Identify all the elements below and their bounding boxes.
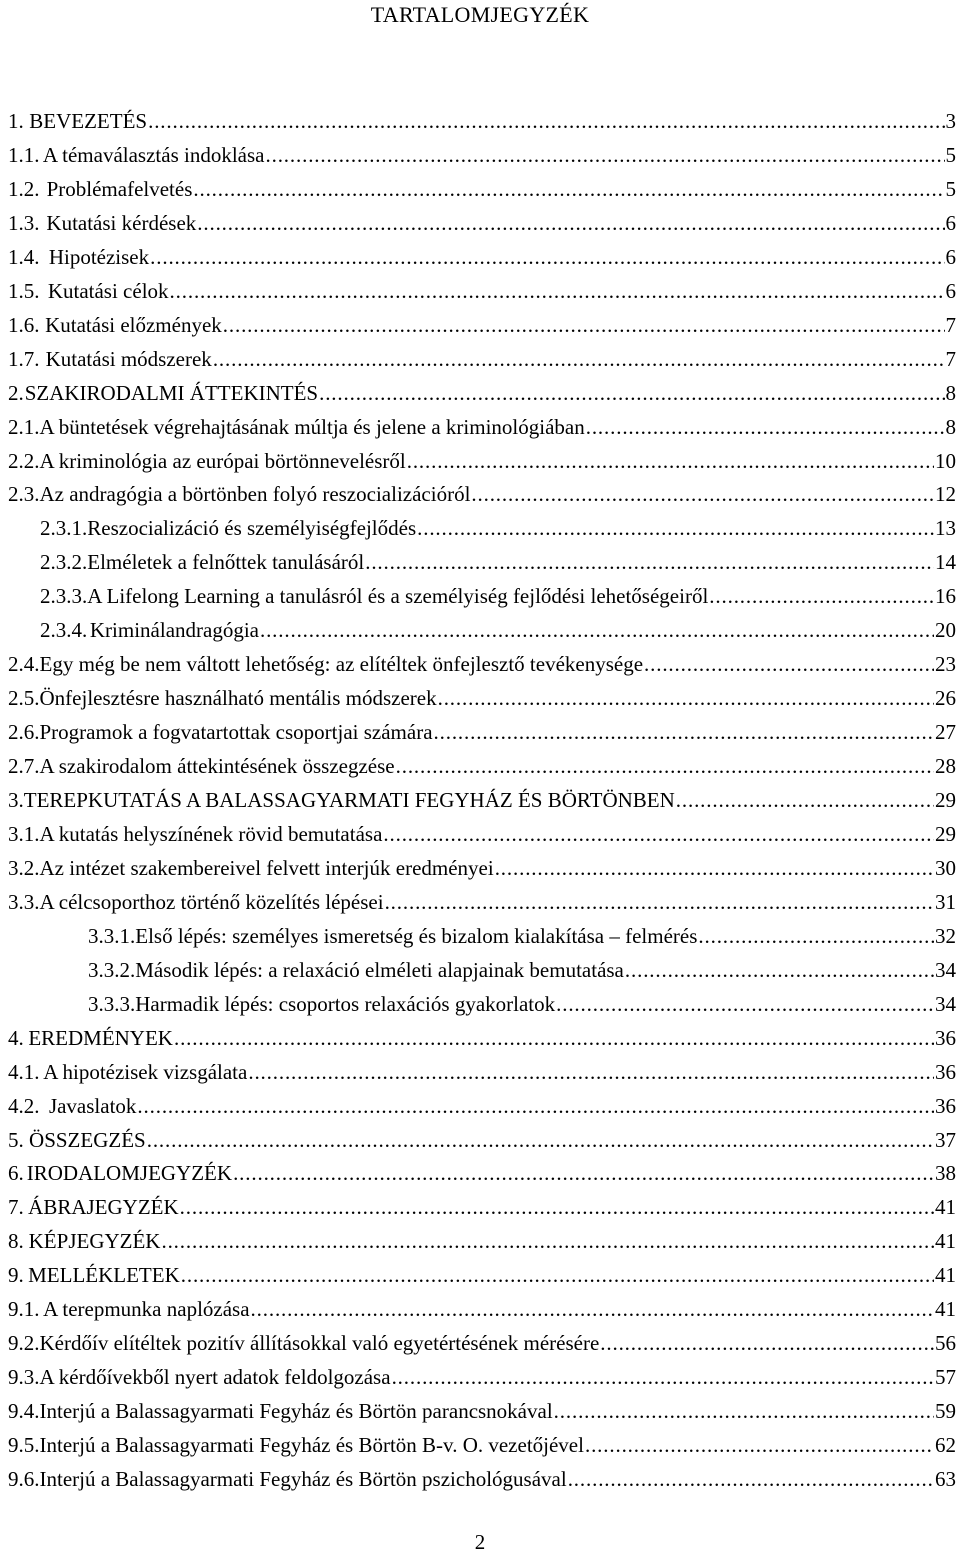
toc-entry-title: Problémafelvetés <box>46 176 193 201</box>
toc-entry-title: Reszocializáció és személyiségfejlődés <box>87 516 417 541</box>
toc-entry-page: 10 <box>935 448 956 473</box>
toc-entry[interactable] <box>40 545 956 579</box>
toc-entry[interactable] <box>8 376 956 410</box>
dot-leader <box>365 545 934 579</box>
toc-entry-page: 7 <box>945 346 956 371</box>
toc-entry-number: 2.4. <box>8 652 40 677</box>
toc-entry-title: Interjú a Balassagyarmati Fegyház és Börtön B-v. O. vezetőjével <box>39 1433 584 1458</box>
dot-leader <box>193 172 944 206</box>
toc-entry-page: 6 <box>945 210 956 235</box>
toc-entry-title: Az intézet szakembereivel felvett interjúk eredményei <box>39 855 494 880</box>
toc-entry[interactable] <box>40 511 956 545</box>
toc-entry[interactable] <box>8 1258 956 1292</box>
dot-leader <box>554 1394 934 1428</box>
toc-entry-title: Kutatási előzmények <box>45 312 222 337</box>
toc-entry-page: 36 <box>935 1025 956 1050</box>
toc-entry[interactable] <box>8 1462 956 1496</box>
toc-entry[interactable] <box>8 1190 956 1224</box>
dot-leader <box>150 240 944 274</box>
toc-entry-number: 2.6. <box>8 720 40 745</box>
toc-entry-title: Kutatási módszerek <box>45 346 212 371</box>
toc-entry-title: EREDMÉNYEK <box>28 1025 173 1050</box>
toc-entry-number: 3.3.2. <box>88 957 136 982</box>
toc-entry[interactable] <box>88 919 956 953</box>
toc-entry-page: 57 <box>935 1365 956 1390</box>
toc-entry[interactable] <box>8 477 956 511</box>
toc-entry-page: 16 <box>935 584 956 609</box>
toc-entry-page: 28 <box>935 754 956 779</box>
dot-leader <box>585 1428 934 1462</box>
toc-entry-number: 9.5. <box>8 1433 40 1458</box>
toc-entry-title: Második lépés: a relaxáció elméleti alapjainak bemutatása <box>135 957 624 982</box>
toc-entry-title: TEREPKUTATÁS A BALASSAGYARMATI FEGYHÁZ ÉS BÖRTÖNBEN <box>23 788 675 812</box>
toc-entry-page: 7 <box>945 312 956 337</box>
toc-entry-page: 41 <box>935 1229 956 1254</box>
toc-entry-number: 4.1. <box>8 1059 40 1084</box>
dot-leader <box>586 410 945 444</box>
toc-entry[interactable] <box>8 1428 956 1462</box>
toc-entry-number: 1.4. <box>8 244 40 269</box>
toc-entry-page: 41 <box>935 1263 956 1288</box>
toc-entry-number: 1.2. <box>8 176 40 201</box>
toc-entry-page: 34 <box>935 957 956 982</box>
toc-entry-page: 31 <box>935 889 956 914</box>
toc-entry-title: IRODALOMJEGYZÉK <box>26 1161 233 1186</box>
dot-leader <box>556 987 934 1021</box>
toc-entry[interactable] <box>8 647 956 681</box>
toc-entry-title: Egy még be nem váltott lehetőség: az elítéltek önfejlesztő tevékenysége <box>39 652 644 677</box>
toc-entry[interactable] <box>8 1394 956 1428</box>
toc-entry-number: 9.4. <box>8 1399 40 1424</box>
toc-entry-page: 36 <box>935 1093 956 1118</box>
toc-entry-number: 1. <box>8 109 24 133</box>
toc-entry-title: A kérdőívekből nyert adatok feldolgozása <box>39 1365 391 1390</box>
toc-entry-page: 34 <box>935 991 956 1016</box>
toc-entry[interactable] <box>8 308 956 342</box>
toc-entry-title: A terepmunka naplózása <box>43 1297 250 1322</box>
toc-entry-number: 2.5. <box>8 686 40 711</box>
toc-entry-number: 1.7. <box>8 346 40 371</box>
toc-entry-title: Kutatási kérdések <box>46 210 197 235</box>
toc-entry-number: 9. <box>8 1263 24 1288</box>
toc-entry-title: ÖSSZEGZÉS <box>29 1127 146 1152</box>
toc-entry-page: 32 <box>935 923 956 948</box>
dot-leader <box>147 1123 934 1157</box>
toc-entry-number: 9.2. <box>8 1331 40 1356</box>
toc-entry[interactable] <box>8 206 956 240</box>
toc-entry-page: 37 <box>935 1127 956 1152</box>
toc-entry-title: Kérdőív elítéltek pozitív állításokkal való egyetértésének mérésére <box>39 1331 600 1356</box>
toc-entry-number: 2.3.3. <box>40 584 88 609</box>
toc-entry-page: 38 <box>935 1161 956 1186</box>
toc-entry-title: Az andragógia a börtönben folyó reszocializációról <box>39 482 471 507</box>
dot-leader <box>233 1156 934 1190</box>
toc-entry[interactable] <box>8 1055 956 1089</box>
toc-entry-title: A Lifelong Learning a tanulásról és a személyiség fejlődési lehetőségeiről <box>87 584 709 609</box>
toc-entry-title: Harmadik lépés: csoportos relaxációs gyakorlatok <box>135 991 556 1016</box>
dot-leader <box>385 885 934 919</box>
dot-leader <box>568 1462 934 1496</box>
toc-entry-title: Elméletek a felnőttek tanulásáról <box>87 550 365 575</box>
dot-leader <box>319 376 944 410</box>
toc-entry[interactable] <box>8 1326 956 1360</box>
toc-entry[interactable] <box>8 1089 956 1123</box>
toc-entry-page: 26 <box>935 686 956 711</box>
toc-entry-page: 20 <box>935 618 956 643</box>
toc-entry[interactable] <box>8 342 956 376</box>
toc-entry-number: 4.2. <box>8 1093 40 1118</box>
toc-entry-number: 2.3.1. <box>40 516 88 541</box>
toc-entry-number: 2.3.2. <box>40 550 88 575</box>
toc-entry-page: 29 <box>935 788 956 812</box>
toc-entry-page: 5 <box>945 142 956 167</box>
toc-entry-title: SZAKIRODALMI ÁTTEKINTÉS <box>24 380 319 405</box>
dot-leader <box>181 1258 934 1292</box>
toc-entry-number: 3.3.3. <box>88 991 136 1016</box>
toc-entry-number: 8. <box>8 1229 24 1254</box>
toc-entry-number: 2. <box>8 380 24 405</box>
toc-entry[interactable] <box>88 987 956 1021</box>
toc-entry[interactable] <box>8 1292 956 1326</box>
toc-entry-number: 3.2. <box>8 855 40 880</box>
toc-entry-page: 62 <box>935 1433 956 1458</box>
toc-entry-title: A kutatás helyszínének rövid bemutatása <box>39 821 383 846</box>
toc-entry[interactable] <box>8 104 956 138</box>
dot-leader <box>383 817 934 851</box>
toc-entry-page: 6 <box>945 278 956 303</box>
toc-entry-page: 30 <box>935 855 956 880</box>
toc-entry-page: 27 <box>935 720 956 745</box>
toc-entry[interactable] <box>8 444 956 478</box>
toc-entry-page: 29 <box>935 821 956 846</box>
dot-leader <box>392 1360 934 1394</box>
toc-entry-title: A hipotézisek vizsgálata <box>43 1059 248 1084</box>
dot-leader <box>137 1089 934 1123</box>
toc-entry[interactable] <box>8 410 956 444</box>
toc-entry[interactable] <box>8 851 956 885</box>
toc-entry[interactable] <box>8 1156 956 1190</box>
toc-entry[interactable] <box>8 783 956 817</box>
toc-entry-title: Interjú a Balassagyarmati Fegyház és Börtön parancsnokával <box>39 1399 553 1424</box>
dot-leader <box>213 342 945 376</box>
toc-entry-number: 2.3.4. <box>40 618 88 643</box>
toc-entry-page: 14 <box>935 550 956 575</box>
dot-leader <box>600 1326 934 1360</box>
toc-entry-page: 56 <box>935 1331 956 1356</box>
toc-entry-number: 3.3.1. <box>88 923 136 948</box>
toc-entry-number: 3.3. <box>8 889 40 914</box>
toc-entry-page: 63 <box>935 1467 956 1491</box>
toc-entry[interactable] <box>8 749 956 783</box>
toc-entry-number: 5. <box>8 1127 24 1152</box>
dot-leader <box>161 1224 934 1258</box>
toc-entry-title: A célcsoporthoz történő közelítés lépései <box>39 889 384 914</box>
dot-leader <box>248 1055 934 1089</box>
toc-entry-title: Javaslatok <box>48 1093 137 1118</box>
page-title: TARTALOMJEGYZÉK <box>370 2 590 27</box>
dot-leader <box>174 1021 934 1055</box>
toc-entry[interactable] <box>8 1224 956 1258</box>
toc-entry-page: 41 <box>935 1297 956 1322</box>
dot-leader <box>438 681 934 715</box>
dot-leader <box>197 206 944 240</box>
toc-entry-page: 41 <box>935 1195 956 1220</box>
toc-entry-number: 2.3. <box>8 482 40 507</box>
toc-entry[interactable] <box>8 817 956 851</box>
toc-entry-number: 2.2. <box>8 448 40 473</box>
toc-entry[interactable] <box>8 240 956 274</box>
toc-entry-title: Első lépés: személyes ismeretség és bizalom kialakítása – felmérés <box>135 923 698 948</box>
toc-entry-page: 3 <box>945 109 956 133</box>
dot-leader <box>698 919 934 953</box>
dot-leader <box>417 511 934 545</box>
dot-leader <box>266 138 945 172</box>
toc-entry[interactable] <box>8 138 956 172</box>
dot-leader <box>170 274 945 308</box>
toc-entry-number: 1.6. <box>8 312 40 337</box>
toc-entry-number: 3. <box>8 788 24 812</box>
dot-leader <box>260 613 934 647</box>
toc-entry-number: 3.1. <box>8 821 40 846</box>
toc-entry[interactable] <box>8 1360 956 1394</box>
toc-entry-number: 1.1. <box>8 142 40 167</box>
dot-leader <box>251 1292 934 1326</box>
toc-entry-title: BEVEZETÉS <box>29 109 148 133</box>
toc-entry-title: Programok a fogvatartottak csoportjai számára <box>39 720 433 745</box>
page-number: 2 <box>474 1530 486 1554</box>
toc-entry[interactable] <box>8 1123 956 1157</box>
toc-entry[interactable] <box>8 681 956 715</box>
toc-entry-title: Kriminálandragógia <box>89 618 259 643</box>
toc-entry-number: 9.3. <box>8 1365 40 1390</box>
dot-leader <box>644 647 934 681</box>
dot-leader <box>148 104 944 138</box>
toc-entry[interactable] <box>8 715 956 749</box>
toc-entry[interactable] <box>8 1021 956 1055</box>
toc-entry[interactable] <box>8 885 956 919</box>
toc-entry-page: 8 <box>945 414 956 439</box>
toc-entry-number: 2.7. <box>8 754 40 779</box>
dot-leader <box>625 953 934 987</box>
toc-entry-number: 9.6. <box>8 1467 40 1491</box>
toc-entry-title: MELLÉKLETEK <box>28 1263 180 1288</box>
toc-entry-title: KÉPJEGYZÉK <box>28 1229 161 1254</box>
toc-entry-title: A büntetések végrehajtásának múltja és jelene a kriminológiában <box>39 414 585 439</box>
toc-entry-page: 5 <box>945 176 956 201</box>
toc-entry-page: 59 <box>935 1399 956 1424</box>
toc-entry[interactable] <box>88 953 956 987</box>
toc-entry-title: A szakirodalom áttekintésének összegzése <box>39 754 395 779</box>
toc-entry-page: 6 <box>945 244 956 269</box>
toc-entry-title: A kriminológia az európai börtönnevelésről <box>39 448 406 473</box>
dot-leader <box>676 783 934 817</box>
toc-entry-title: ÁBRAJEGYZÉK <box>28 1195 179 1220</box>
toc-entry-title: A témaválasztás indoklása <box>42 142 265 167</box>
toc-entry-page: 36 <box>935 1059 956 1084</box>
toc-entry[interactable] <box>40 613 956 647</box>
toc-entry-number: 9.1. <box>8 1297 40 1322</box>
dot-leader <box>709 579 934 613</box>
dot-leader <box>396 749 934 783</box>
toc-entry-title: Önfejlesztésre használható mentális módszerek <box>39 686 437 711</box>
toc-entry-number: 6. <box>8 1161 24 1186</box>
dot-leader <box>434 715 934 749</box>
toc-entry-page: 12 <box>935 482 956 507</box>
dot-leader <box>471 477 934 511</box>
toc-entry-number: 7. <box>8 1195 24 1220</box>
toc-entry-title: Kutatási célok <box>47 278 169 303</box>
toc-entry[interactable] <box>8 172 956 206</box>
dot-leader <box>407 444 934 478</box>
dot-leader <box>180 1190 934 1224</box>
dot-leader <box>223 308 945 342</box>
toc-entry-number: 1.5. <box>8 278 40 303</box>
toc-entry-number: 4. <box>8 1025 24 1050</box>
dot-leader <box>495 851 934 885</box>
toc-entry-title: Hipotézisek <box>48 244 150 269</box>
toc-entry-page: 8 <box>945 380 956 405</box>
toc-entry[interactable] <box>8 274 956 308</box>
toc-entry-number: 2.1. <box>8 414 40 439</box>
toc-entry-number: 1.3. <box>8 210 40 235</box>
toc-entry-title: Interjú a Balassagyarmati Fegyház és Börtön pszichológusával <box>39 1467 567 1491</box>
toc-entry-page: 23 <box>935 652 956 677</box>
toc-entry[interactable] <box>40 579 956 613</box>
toc-entry-page: 13 <box>935 516 956 541</box>
